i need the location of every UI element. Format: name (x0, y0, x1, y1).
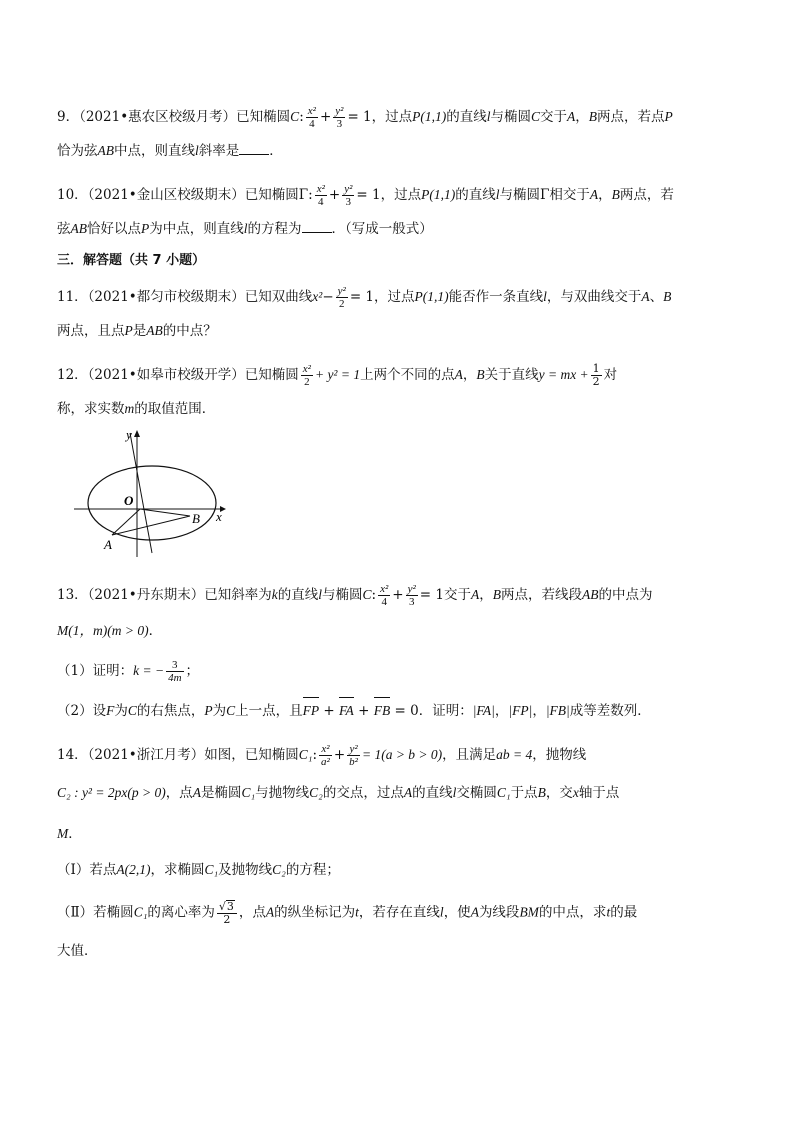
label-o: O (124, 493, 134, 508)
label-a: A (104, 537, 112, 552)
q12-line1: 12．（2021•如皋市校级开学）已知椭圆 $\frac{\text{x²}}{2}$ + y² = 1上两个不同的点A，B关于直线y = mx + $\frac{1}{2}$ 对 (57, 362, 618, 388)
q14-part2: （Ⅱ）若椭圆C₁的离心率为 $\frac{√3}{2}$ ，点A的纵坐标记为t，若存在直线l，使A为线段BM的中点，求t的最 (57, 900, 638, 926)
section-heading: 三．解答题（共 7 小题） (57, 253, 206, 268)
q13-part2: （2）设F为C的右焦点，P为C上一点，且FP + FA + FB = 0．证明：|FA|，|FP|，|FB|成等差数列． (57, 700, 651, 722)
segment-ob (140, 509, 190, 516)
q9-line1: 9．（2021•惠农区校级月考）已知椭圆C: $\frac{\text{x²}}{4}$ + $\frac{\text{y²}}{3}$ = 1，过点P(1,1)的直线l与椭圆C交于A，B两点，若点P (57, 105, 673, 130)
q10-line1: 10．（2021•金山区校级期末）已知椭圆Γ: $\frac{\text{x²}}{4}$ + $\frac{\text{y²}}{3}$ = 1，过点P(1,1)的直线l与椭圆Γ相交于A，B两点，若 (57, 183, 674, 208)
q13-line1: 13．（2021•丹东期末）已知斜率为k的直线l与椭圆C: $\frac{\text{x²}}{4}$ + $\frac{\text{y²}}{3}$ = 1交于A，B两点，若线段AB的中点为 (57, 583, 653, 608)
label-b: B (192, 511, 200, 526)
q10-line2: 弦AB恰好以点P为中点，则直线l的方程为 ．（写成一般式） (57, 218, 433, 240)
q13-line2: M(1，m)(m > 0)． (57, 623, 163, 639)
q11-line1: 11．（2021•都匀市校级期末）已知双曲线x²− $\frac{\text{y²}}{2}$ = 1，过点P(1,1)能否作一条直线l，与双曲线交于A、B (57, 285, 672, 310)
q14-line-last: 大值． (57, 943, 98, 959)
q14-line1: 14．（2021•浙江月考）如图，已知椭圆C₁: $\frac{\text{x²}}{\text{a²}}$ + $\frac{\text{y²}}{\text{b²}}$ = 1(a > b > 0)，且满足ab = 4，抛物线 (57, 743, 587, 768)
ellipse (88, 466, 216, 540)
answer-blank (302, 218, 332, 233)
q14-line2: C₂ : y² = 2px(p > 0)，点A是椭圆C₁与抛物线C₂的交点，过点A的直线l交椭圆C₁于点B，交x轴于点 (57, 785, 620, 801)
q11-line2: 两点，且点P是AB的中点？ (57, 323, 217, 339)
label-x: x (216, 509, 222, 524)
q13-part1: （1）证明：k = − $\frac{3}{4m}$ ； (57, 659, 200, 684)
y-axis-arrow (134, 430, 140, 437)
q14-line3: M． (57, 826, 82, 842)
answer-blank (239, 140, 269, 155)
ellipse-figure (70, 425, 240, 560)
q12-line2: 称，求实数m的取值范围． (57, 401, 216, 417)
q14-part1: （Ⅰ）若点A(2,1)，求椭圆C₁及抛物线C₂的方程； (57, 862, 340, 878)
chord-ab (112, 516, 190, 535)
label-y: y (126, 427, 132, 442)
q9-line2: 恰为弦AB中点，则直线l斜率是 ． (57, 140, 283, 162)
